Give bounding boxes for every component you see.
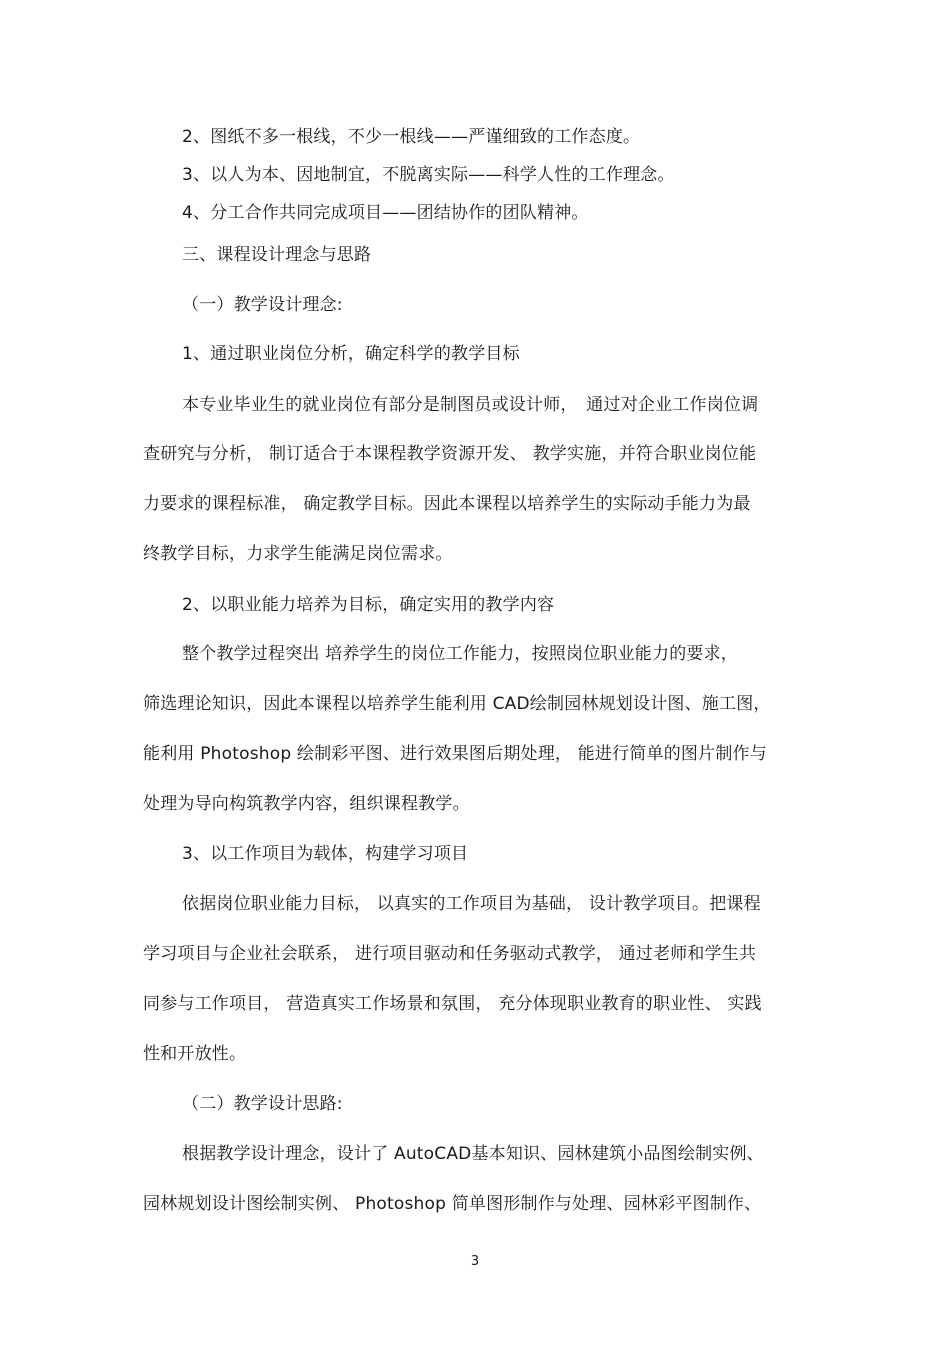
text-line: 查研究与分析， 制订适合于本课程教学资源开发、 教学实施，并符合职业岗位能: [143, 444, 757, 464]
text-line: 3、以工作项目为载体，构建学习项目: [182, 844, 469, 864]
text-line: 终教学目标，力求学生能满足岗位需求。: [143, 544, 453, 564]
text-line: 能利用 Photoshop 绘制彩平图、进行效果图后期处理， 能进行简单的图片制作与: [143, 744, 767, 764]
text-line: 学习项目与企业社会联系， 进行项目驱动和任务驱动式教学， 通过老师和学生共: [143, 944, 757, 964]
text-line: 力要求的课程标准， 确定教学目标。因此本课程以培养学生的实际动手能力为最: [143, 494, 751, 514]
text-line: 本专业毕业生的就业岗位有部分是制图员或设计师， 通过对企业工作岗位调: [182, 395, 759, 415]
text-line: 同参与工作项目， 营造真实工作场景和氛围， 充分体现职业教育的职业性、 实践: [143, 994, 762, 1014]
page-number: 3: [470, 1254, 480, 1269]
text-line: 园林规划设计图绘制实例、 Photoshop 简单图形制作与处理、园林彩平图制作、: [143, 1194, 762, 1214]
subsection-heading: （一）教学设计理念:: [182, 295, 343, 315]
text-line: 依据岗位职业能力目标， 以真实的工作项目为基础， 设计教学项目。把课程: [182, 894, 761, 914]
text-line: 根据教学设计理念，设计了 AutoCAD基本知识、园林建筑小品图绘制实例、: [182, 1144, 764, 1164]
text-line: 处理为导向构筑教学内容，组织课程教学。: [143, 794, 470, 814]
text-line: 1、通过职业岗位分析，确定科学的教学目标: [182, 344, 520, 364]
text-line: 筛选理论知识，因此本课程以培养学生能利用 CAD绘制园林规划设计图、施工图，: [143, 694, 771, 714]
text-line: 2、图纸不多一根线，不少一根线——严谨细致的工作态度。: [182, 127, 641, 147]
text-line: 2、以职业能力培养为目标，确定实用的教学内容: [182, 595, 555, 615]
text-line: 3、以人为本、因地制宜，不脱离实际——科学人性的工作理念。: [182, 165, 675, 185]
subsection-heading: （二）教学设计思路:: [182, 1094, 343, 1114]
section-heading: 三、课程设计理念与思路: [182, 245, 372, 265]
text-line: 整个教学过程突出 培养学生的岗位工作能力，按照岗位职业能力的要求，: [182, 644, 739, 664]
text-line: 4、分工合作共同完成项目——团结协作的团队精神。: [182, 203, 589, 223]
text-line: 性和开放性。: [143, 1044, 247, 1064]
